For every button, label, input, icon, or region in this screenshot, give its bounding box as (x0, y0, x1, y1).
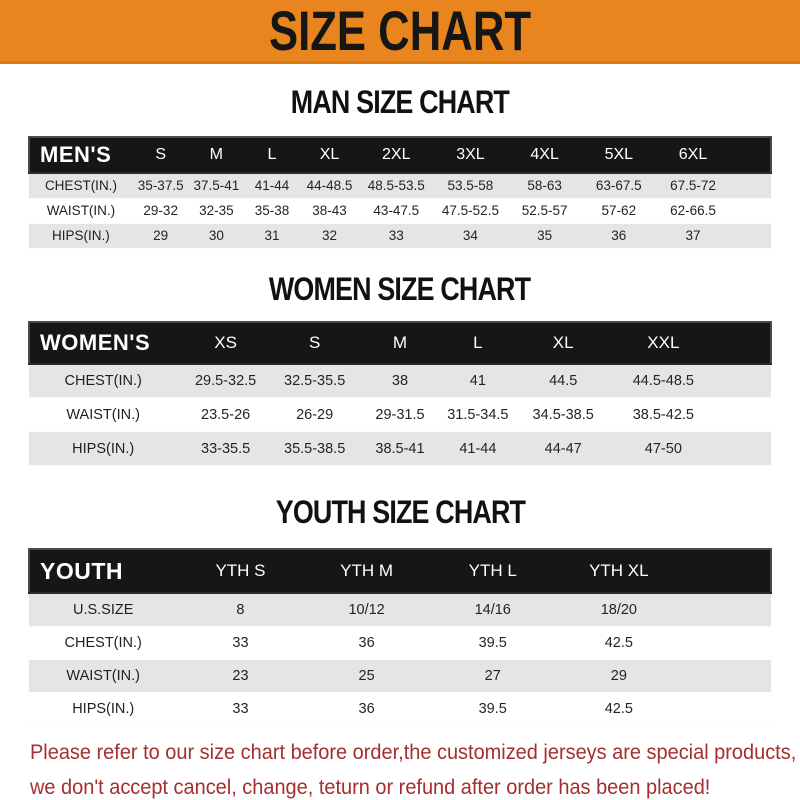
size-cell: 47.5-52.5 (433, 198, 507, 223)
size-cell: 31.5-34.5 (444, 398, 511, 432)
size-cell: 29.5-32.5 (177, 364, 273, 398)
size-cell: 29-32 (133, 198, 189, 223)
size-cell: 63-67.5 (582, 173, 656, 198)
section-heading-youth (0, 494, 800, 530)
row-spacer (730, 173, 771, 198)
notice-line-2-text: we don't accept cancel, change, teturn or refund after order has been placed! (30, 775, 711, 799)
notice-line-2 (30, 771, 800, 800)
row-spacer (712, 432, 771, 466)
row-spacer (712, 364, 771, 398)
size-section-men (0, 84, 800, 249)
row-spacer (712, 398, 771, 432)
size-cell: 41-44 (244, 173, 300, 198)
size-col-header: M (355, 322, 444, 364)
size-col-header: 3XL (433, 137, 507, 173)
size-col-header: YTH L (430, 549, 556, 593)
size-cell: 48.5-53.5 (359, 173, 433, 198)
size-cell: 29 (556, 659, 682, 692)
charts-container (0, 84, 800, 726)
size-cell: 33 (177, 692, 303, 725)
size-cell: 44.5 (511, 364, 615, 398)
size-cell: 38-43 (300, 198, 359, 223)
section-heading-men (0, 84, 800, 120)
notice-line-1-text: Please refer to our size chart before order,the customized jerseys are special products, (30, 740, 797, 764)
size-col-header: S (274, 322, 356, 364)
size-col-header: 2XL (359, 137, 433, 173)
size-cell: 36 (304, 692, 430, 725)
row-spacer (682, 593, 771, 626)
table-row (29, 364, 771, 398)
table-row (29, 198, 771, 223)
size-col-header: YTH XL (556, 549, 682, 593)
size-cell: 27 (430, 659, 556, 692)
table-row (29, 626, 771, 659)
size-cell: 43-47.5 (359, 198, 433, 223)
size-cell: 35.5-38.5 (274, 432, 356, 466)
table-header-row (29, 322, 771, 364)
size-cell: 34 (433, 223, 507, 248)
size-col-header: XS (177, 322, 273, 364)
size-cell: 67.5-72 (656, 173, 730, 198)
section-heading-women (0, 271, 800, 307)
size-cell: 39.5 (430, 692, 556, 725)
section-heading-text: YOUTH SIZE CHART (275, 494, 525, 530)
size-col-header: 6XL (656, 137, 730, 173)
size-col-header: S (133, 137, 189, 173)
row-label: WAIST(IN.) (29, 198, 133, 223)
size-cell: 29 (133, 223, 189, 248)
row-spacer (682, 626, 771, 659)
size-cell: 36 (304, 626, 430, 659)
banner-title: SIZE CHART (268, 0, 532, 62)
size-cell: 10/12 (304, 593, 430, 626)
size-cell: 33 (177, 626, 303, 659)
size-cell: 23.5-26 (177, 398, 273, 432)
size-col-header: M (189, 137, 245, 173)
size-col-header: XXL (615, 322, 711, 364)
size-cell: 31 (244, 223, 300, 248)
section-heading-text: MAN SIZE CHART (290, 84, 510, 120)
size-cell: 38.5-41 (355, 432, 444, 466)
women-size-table (28, 321, 772, 467)
size-cell: 41 (444, 364, 511, 398)
row-label: WAIST(IN.) (29, 659, 177, 692)
size-col-header: 4XL (508, 137, 582, 173)
table-row (29, 223, 771, 248)
row-spacer (730, 198, 771, 223)
table-row (29, 593, 771, 626)
size-cell: 32-35 (189, 198, 245, 223)
size-cell: 57-62 (582, 198, 656, 223)
row-label: HIPS(IN.) (29, 432, 177, 466)
size-col-header: L (444, 322, 511, 364)
size-cell: 39.5 (430, 626, 556, 659)
size-cell: 42.5 (556, 692, 682, 725)
row-label: HIPS(IN.) (29, 692, 177, 725)
table-row (29, 692, 771, 725)
size-col-header: L (244, 137, 300, 173)
size-cell: 32 (300, 223, 359, 248)
size-col-header: XL (300, 137, 359, 173)
size-col-header: YTH M (304, 549, 430, 593)
men-size-table (28, 136, 772, 249)
size-cell: 35-37.5 (133, 173, 189, 198)
section-heading-text: WOMEN SIZE CHART (269, 270, 531, 307)
row-spacer (730, 223, 771, 248)
size-cell: 34.5-38.5 (511, 398, 615, 432)
row-label: CHEST(IN.) (29, 173, 133, 198)
size-cell: 44-47 (511, 432, 615, 466)
table-brand-label: WOMEN'S (29, 322, 177, 364)
header-spacer (682, 549, 771, 593)
row-spacer (682, 659, 771, 692)
size-col-header: YTH S (177, 549, 303, 593)
size-cell: 35-38 (244, 198, 300, 223)
size-cell: 37.5-41 (189, 173, 245, 198)
size-cell: 32.5-35.5 (274, 364, 356, 398)
table-header-row (29, 137, 771, 173)
size-cell: 33 (359, 223, 433, 248)
header-spacer (730, 137, 771, 173)
size-cell: 41-44 (444, 432, 511, 466)
table-brand-label: MEN'S (29, 137, 133, 173)
table-row (29, 659, 771, 692)
size-cell: 37 (656, 223, 730, 248)
size-cell: 35 (508, 223, 582, 248)
size-cell: 14/16 (430, 593, 556, 626)
header-spacer (712, 322, 771, 364)
size-cell: 42.5 (556, 626, 682, 659)
size-cell: 62-66.5 (656, 198, 730, 223)
row-label: CHEST(IN.) (29, 364, 177, 398)
size-section-youth (0, 494, 800, 726)
size-cell: 38.5-42.5 (615, 398, 711, 432)
row-spacer (682, 692, 771, 725)
size-cell: 8 (177, 593, 303, 626)
size-cell: 23 (177, 659, 303, 692)
size-cell: 25 (304, 659, 430, 692)
size-cell: 52.5-57 (508, 198, 582, 223)
table-row (29, 398, 771, 432)
notice-line-1 (30, 736, 800, 771)
size-cell: 53.5-58 (433, 173, 507, 198)
size-cell: 47-50 (615, 432, 711, 466)
size-section-women (0, 271, 800, 467)
banner (0, 0, 800, 64)
size-col-header: 5XL (582, 137, 656, 173)
size-cell: 44-48.5 (300, 173, 359, 198)
size-cell: 18/20 (556, 593, 682, 626)
row-label: WAIST(IN.) (29, 398, 177, 432)
youth-size-table (28, 548, 772, 726)
size-col-header: XL (511, 322, 615, 364)
row-label: U.S.SIZE (29, 593, 177, 626)
size-cell: 44.5-48.5 (615, 364, 711, 398)
size-cell: 58-63 (508, 173, 582, 198)
footer-notice (0, 736, 800, 800)
table-row (29, 432, 771, 466)
size-cell: 38 (355, 364, 444, 398)
size-cell: 36 (582, 223, 656, 248)
size-cell: 30 (189, 223, 245, 248)
row-label: HIPS(IN.) (29, 223, 133, 248)
size-cell: 26-29 (274, 398, 356, 432)
table-brand-label: YOUTH (29, 549, 177, 593)
table-row (29, 173, 771, 198)
table-header-row (29, 549, 771, 593)
size-cell: 29-31.5 (355, 398, 444, 432)
row-label: CHEST(IN.) (29, 626, 177, 659)
size-cell: 33-35.5 (177, 432, 273, 466)
